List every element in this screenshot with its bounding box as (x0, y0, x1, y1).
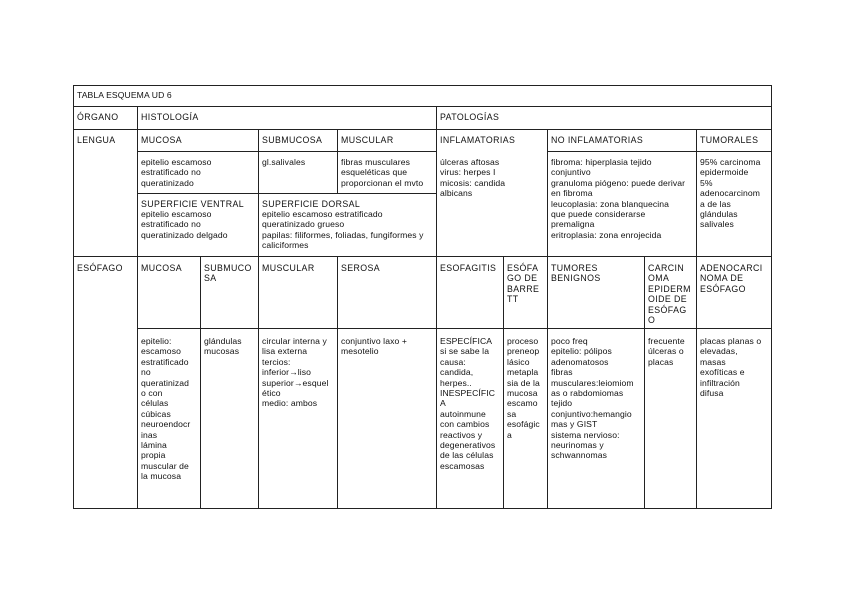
table-title: TABLA ESQUEMA UD 6 (77, 90, 172, 100)
organo-header: ÓRGANO (77, 112, 119, 122)
table-rule (696, 129, 697, 508)
esofago-submucosa-text: glándulas mucosas (204, 336, 242, 357)
table-rule (258, 129, 259, 257)
esofago-barrett-label: ESÓFA GO DE BARRE TT (507, 263, 540, 305)
lengua-mucosa-text: epitelio escamoso estratificado no queratinizado (141, 157, 212, 188)
table-rule (73, 106, 772, 107)
histologia-header: HISTOLOGÍA (141, 112, 199, 122)
table-rule (503, 256, 504, 508)
esofago-muscular-label: MUSCULAR (262, 263, 315, 273)
lengua-muscular-text: fibras musculares esqueléticas que proporcionan el mvto (341, 157, 424, 188)
esofago-serosa-label: SEROSA (341, 263, 381, 273)
esofago-adenocarcinoma-label: ADENOCARCI NOMA DE ESÓFAGO (700, 263, 763, 294)
esofago-serosa-text: conjuntivo laxo + mesotelio (341, 336, 407, 357)
table-rule (258, 256, 259, 508)
table-rule (73, 256, 772, 257)
organ-lengua: LENGUA (77, 135, 116, 145)
esofago-adenocarcinoma-text: placas planas o elevadas, masas exofíticas e infiltración difusa (700, 336, 762, 399)
esofago-carcinoma-text: frecuente úlceras o placas (648, 336, 685, 367)
table-rule (547, 151, 772, 152)
esofago-muscular-text: circular interna y lisa externa tercios: inferior→liso superior→esquel ético medio: ambos (262, 336, 329, 409)
patologias-header: PATOLOGÍAS (440, 112, 500, 122)
table-rule (337, 129, 338, 193)
table-rule (200, 256, 201, 508)
table-border-right (771, 85, 772, 509)
table-rule (73, 129, 772, 130)
lengua-dorsal-text: epitelio escamoso estratificado queratinizado grueso papilas: filiformes, foliadas, fungiformes y caliciformes (262, 209, 424, 251)
table-rule (436, 106, 437, 508)
lengua-tumorales-text: 95% carcinoma epidermoide 5% adenocarcinom a de las glándulas salivales (700, 157, 761, 230)
table-rule (137, 328, 772, 329)
table-rule (137, 193, 436, 194)
esofago-mucosa-label: MUCOSA (141, 263, 183, 273)
table-rule (644, 256, 645, 508)
table-border-left (73, 85, 74, 509)
lengua-mucosa-label: MUCOSA (141, 135, 183, 145)
table-border-bottom (73, 508, 772, 509)
esofago-tumores-benignos-label: TUMORES BENIGNOS (551, 263, 601, 284)
table-rule (547, 129, 548, 508)
organ-esofago: ESÓFAGO (77, 263, 123, 273)
lengua-ventral-text: epitelio escamoso estratificado no queratinizado delgado (141, 209, 228, 240)
esofago-tumores-benignos-text: poco freq epitelio: pólipos adenomatosos fibras musculares:leiomiom as o rabdomiomas tejido conjuntivo:hemangio mas y GIST sistema nervioso: neurinomas y schwannomas (551, 336, 634, 461)
table-rule (137, 151, 436, 152)
esofago-barrett-text: proceso preneop lásico metapla sia de la mucosa escamo sa esofágic a (507, 336, 540, 440)
table-border-top (73, 85, 772, 86)
esofago-carcinoma-label: CARCIN OMA EPIDERM OIDE DE ESÓFAG O (648, 263, 691, 326)
lengua-inflamatorias-label: INFLAMATORIAS (440, 135, 516, 145)
lengua-submucosa-label: SUBMUCOSA (262, 135, 323, 145)
lengua-tumorales-label: TUMORALES (700, 135, 759, 145)
lengua-no-inflamatorias-text: fibroma: hiperplasia tejido conjuntivo granuloma piógeno: puede derivar en fibroma leucoplasia: zona blanquecina que puede considerarse premaligna eritroplasia: zona enrojecida (551, 157, 686, 240)
lengua-ventral-label: SUPERFICIE VENTRAL (141, 199, 245, 209)
lengua-submucosa-text: gl.salivales (262, 157, 306, 167)
esofago-esofagitis-text: ESPECÍFICA si se sabe la causa: candida, herpes.. INESPECÍFIC A autoinmune con cambios reactivos y degenerativos de las células escamosas (440, 336, 496, 471)
table-rule (337, 256, 338, 508)
lengua-dorsal-label: SUPERFICIE DORSAL (262, 199, 361, 209)
esofago-mucosa-text: epitelio: escamoso estratificado no queratinizad o con células cúbicas neuroendocr inas lámina propia muscular de la mucosa (141, 336, 191, 482)
lengua-no-inflamatorias-label: NO INFLAMATORIAS (551, 135, 644, 145)
table-rule (137, 106, 138, 508)
lengua-muscular-label: MUSCULAR (341, 135, 394, 145)
lengua-inflamatorias-text: úlceras aftosas virus: herpes I micosis: candida albicans (440, 157, 506, 199)
esofago-submucosa-label: SUBMUCO SA (204, 263, 252, 284)
esofago-esofagitis-label: ESOFAGITIS (440, 263, 497, 273)
